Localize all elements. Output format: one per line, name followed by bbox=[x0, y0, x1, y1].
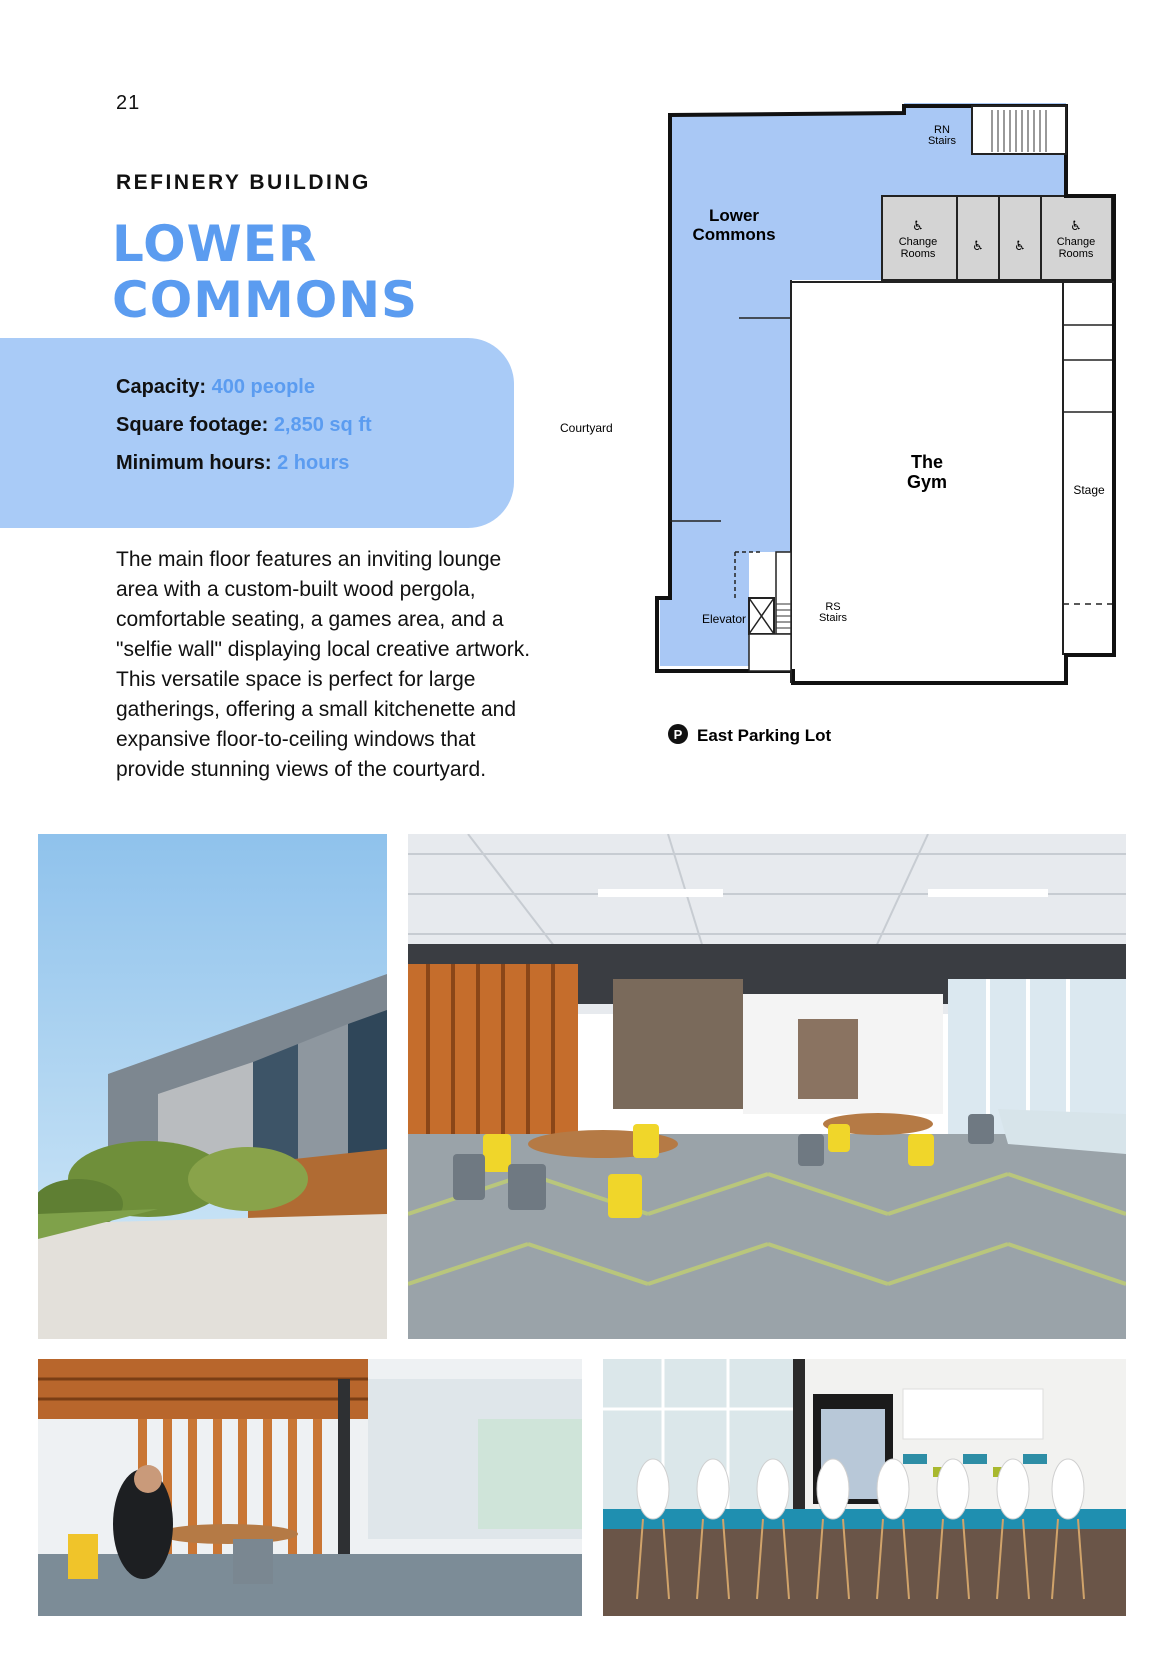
pergola-photo bbox=[38, 1359, 582, 1616]
hours-value: 2 hours bbox=[277, 452, 350, 474]
building-name: REFINERY BUILDING bbox=[116, 171, 371, 194]
rn-stairs-label-1: RN bbox=[934, 124, 950, 136]
stage-label: Stage bbox=[1073, 483, 1105, 497]
change-rooms-right-label-1: Change bbox=[1056, 236, 1096, 248]
capacity-row bbox=[116, 376, 315, 399]
lower-commons-label-2: Commons bbox=[692, 225, 776, 244]
hours-row bbox=[116, 452, 349, 475]
capacity-value: 400 people bbox=[211, 376, 315, 398]
sqft-value: 2,850 sq ft bbox=[273, 414, 372, 436]
rs-stairs-label-1: RS bbox=[825, 601, 841, 613]
restroom-1 bbox=[957, 196, 999, 280]
sqft-row bbox=[116, 414, 372, 437]
change-rooms-left-label-2: Rooms bbox=[900, 248, 936, 260]
title-line-2: COMMONS bbox=[112, 271, 419, 329]
lounge-photo bbox=[408, 834, 1126, 1339]
rn-stairs-label-2: Stairs bbox=[927, 135, 957, 147]
gym-label-1: The bbox=[910, 452, 944, 472]
change-rooms-left-label-1: Change bbox=[898, 236, 938, 248]
floor-plan bbox=[520, 88, 1140, 748]
wheelchair-icon: ♿ bbox=[1070, 219, 1082, 234]
gym-label-2: Gym bbox=[906, 472, 948, 492]
description-text: The main floor features an inviting lounge area with a custom-built wood pergola, comfortable seating, a games area, and a "selfie wall" displaying local creative artwork. This versatile space is perfect for large gatherings, offering a small kitchenette and expansive floor-to-ceiling windows that provide stunning views of the courtyard. bbox=[116, 548, 531, 781]
rs-stairs-label-2: Stairs bbox=[818, 612, 848, 624]
capacity-label: Capacity: bbox=[116, 376, 207, 398]
exterior-photo bbox=[38, 834, 387, 1339]
parking-icon-letter: P bbox=[673, 727, 683, 742]
wheelchair-icon: ♿ bbox=[1014, 239, 1026, 254]
rn-stairs bbox=[972, 106, 1066, 154]
change-rooms-right-label-2: Rooms bbox=[1058, 248, 1094, 260]
restroom-2 bbox=[999, 196, 1041, 280]
sqft-label: Square footage: bbox=[116, 414, 269, 436]
kitchenette-photo bbox=[603, 1359, 1126, 1616]
wheelchair-icon: ♿ bbox=[912, 219, 924, 234]
page-number: 21 bbox=[116, 92, 141, 114]
parking-label: East Parking Lot bbox=[697, 726, 832, 745]
info-panel bbox=[0, 338, 514, 528]
wheelchair-icon: ♿ bbox=[972, 239, 984, 254]
elevator-label: Elevator bbox=[701, 612, 747, 626]
title-line-1: LOWER bbox=[112, 215, 318, 273]
lower-commons-label-1: Lower bbox=[708, 206, 760, 225]
hours-label: Minimum hours: bbox=[116, 452, 272, 474]
page-title bbox=[112, 216, 418, 328]
courtyard-label: Courtyard bbox=[560, 421, 613, 435]
